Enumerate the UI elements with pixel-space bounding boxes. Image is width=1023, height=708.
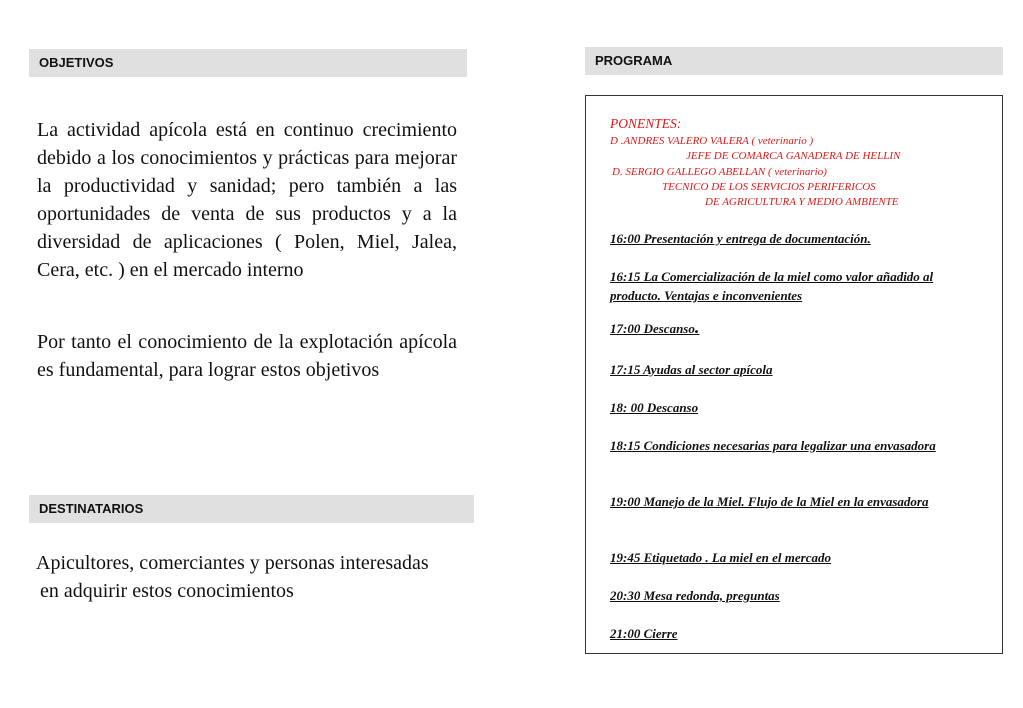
programa-item-2030: 20:30 Mesa redonda, preguntas xyxy=(610,588,780,603)
ponente-1-name: D .ANDRES VALERO VALERA ( veterinario ) xyxy=(610,135,814,147)
objetivos-paragraph-2: Por tanto el conocimiento de la explotación apícola es fundamental, para lograr estos objetivos xyxy=(37,331,457,381)
programa-item-1715: 17:15 Ayudas al sector apícola xyxy=(610,362,773,377)
ponente-2-role-2: DE AGRICULTURA Y MEDIO AMBIENTE xyxy=(705,196,899,208)
programa-item-1900: 19:00 Manejo de la Miel. Flujo de la Miel en la envasadora xyxy=(610,494,929,509)
ponente-2-name: D. SERGIO GALLEGO ABELLAN ( veterinario) xyxy=(612,166,827,178)
destinatarios-line-1: Apicultores, comerciantes y personas interesadas xyxy=(36,552,429,574)
destinatarios-line-2: en adquirir estos conocimientos xyxy=(40,580,294,602)
ponente-1-role: JEFE DE COMARCA GANADERA DE HELLIN xyxy=(686,150,901,162)
programa-item-1600: 16:00 Presentación y entrega de documentación. xyxy=(610,231,871,246)
programa-item-1800: 18: 00 Descanso xyxy=(610,400,699,415)
programa-item-1615: 16:15 La Comercialización de la miel como valor añadido al producto. Ventajas e inconvenientes xyxy=(610,269,934,303)
programa-item-1700 xyxy=(610,318,950,338)
destinatarios-header: DESTINATARIOS xyxy=(29,495,474,523)
objetivos-header: OBJETIVOS xyxy=(29,49,467,77)
programa-box xyxy=(585,95,1003,654)
programa-item-1945: 19:45 Etiquetado . La miel en el mercado xyxy=(610,550,831,565)
programa-header: PROGRAMA xyxy=(585,47,1003,75)
programa-item-2100: 21:00 Cierre xyxy=(610,626,678,641)
programa-item-1700-dot: . xyxy=(694,317,700,337)
programa-item-1700-text: 17:00 Descanso xyxy=(610,321,695,336)
ponentes-title: PONENTES: xyxy=(610,116,682,131)
ponente-2-role-1: TECNICO DE LOS SERVICIOS PERIFERICOS xyxy=(662,181,876,193)
destinatarios-paragraph xyxy=(36,549,506,605)
objetivos-paragraph-1: La actividad apícola está en continuo crecimiento debido a los conocimientos y prácticas para mejorar la productividad y sanidad; pero también a las oportunidades de venta de sus productos y a la diversidad de aplicaciones ( Polen, Miel, Jalea, Cera, etc. ) en el mercado interno xyxy=(37,119,457,281)
programa-item-1815: 18:15 Condiciones necesarias para legalizar una envasadora xyxy=(610,438,936,453)
